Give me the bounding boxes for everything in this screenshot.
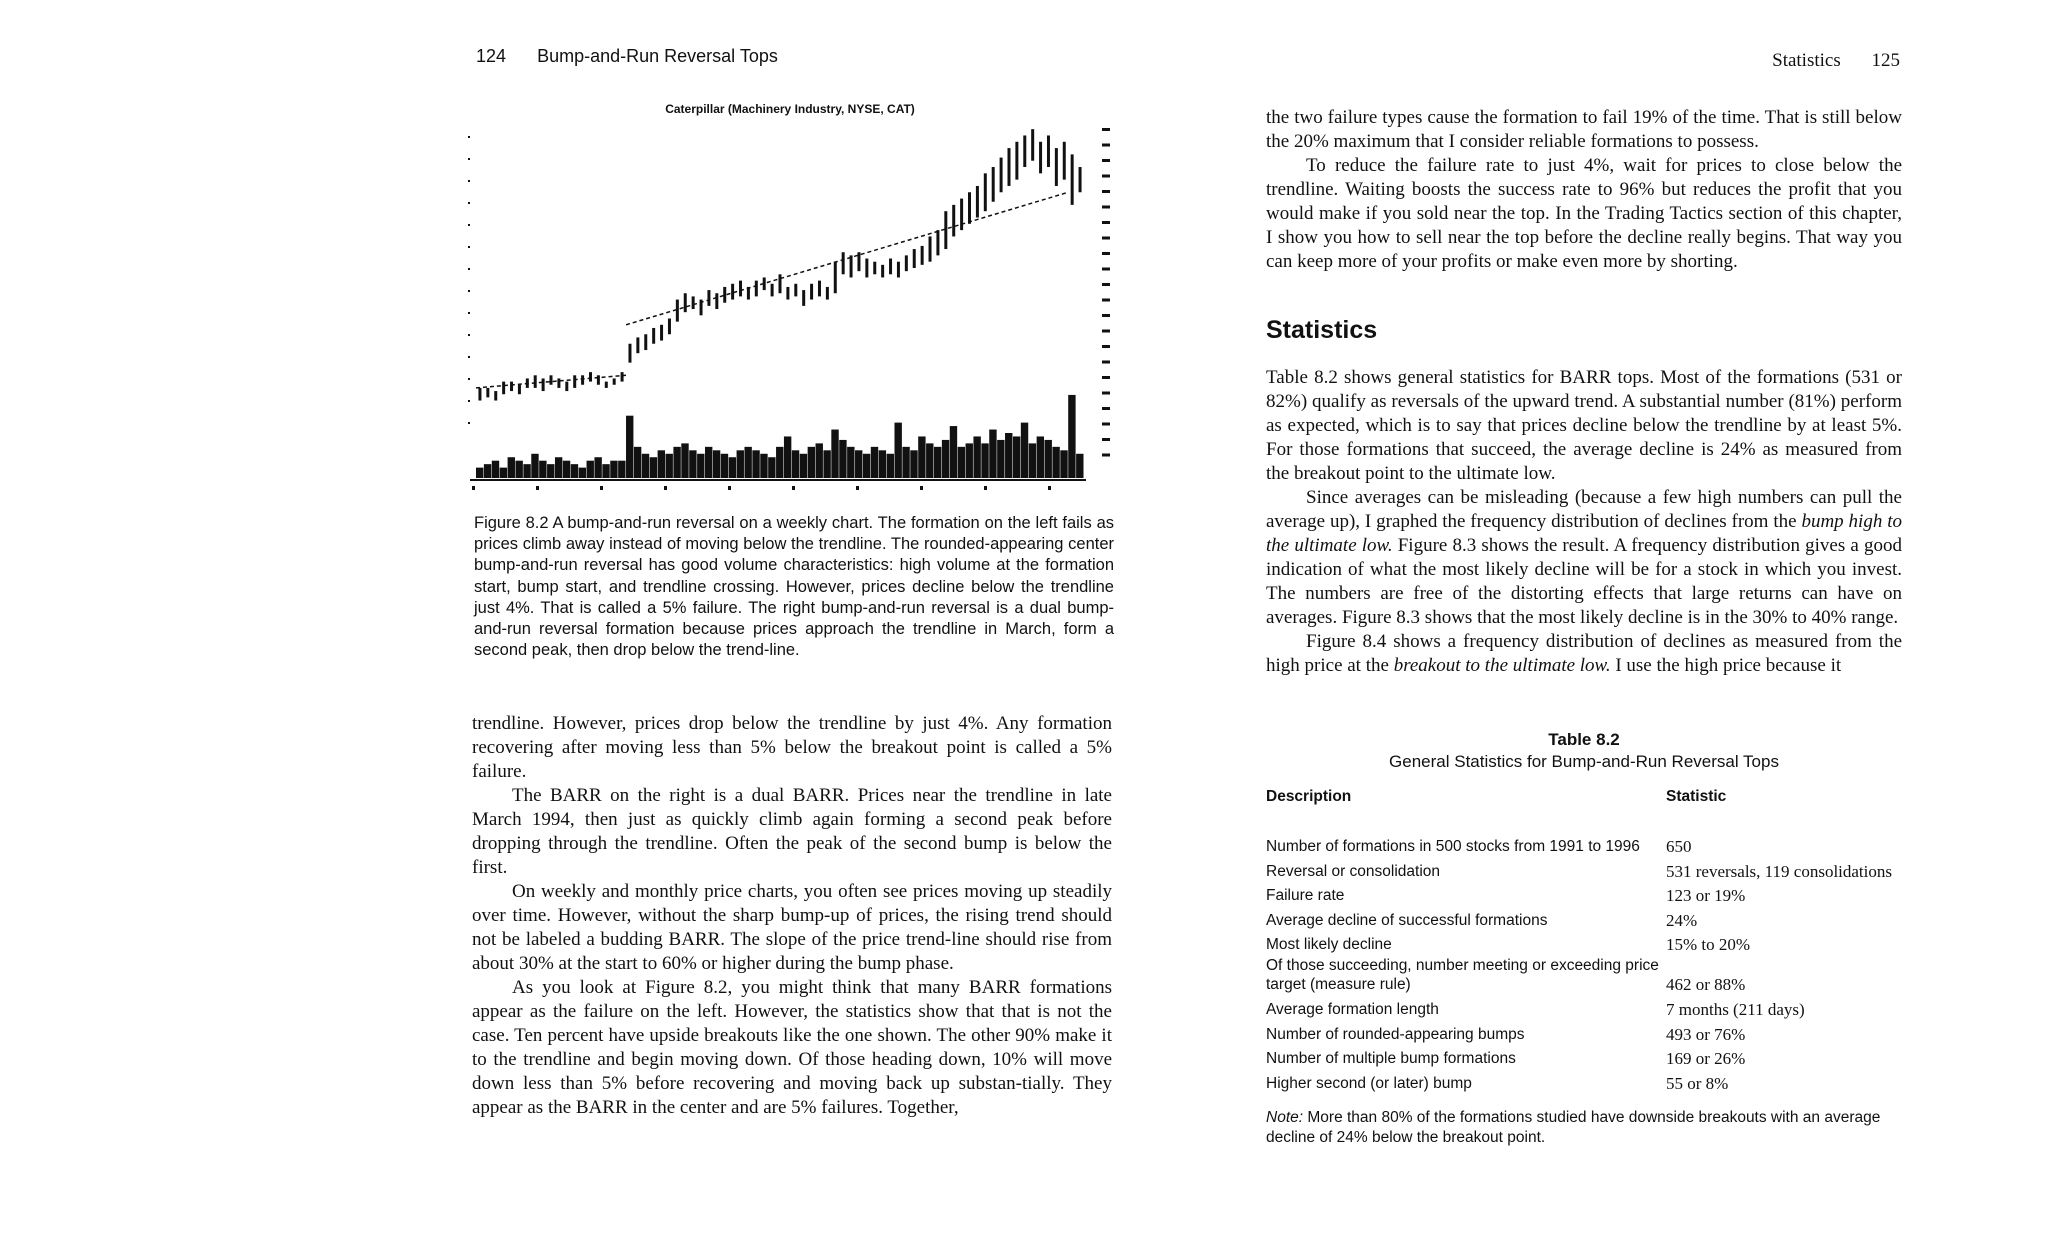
volume-bar	[752, 450, 759, 478]
volume-bar	[713, 450, 720, 478]
volume-bar	[500, 468, 507, 478]
volume-bar	[887, 454, 894, 478]
axis-tick	[600, 486, 603, 490]
axis-tick	[1102, 330, 1110, 333]
volume-bar	[555, 457, 562, 478]
table-row	[1266, 905, 1906, 930]
figure-caption: Figure 8.2 A bump-and-run reversal on a weekly chart. The formation on the left fails as prices climb away instead of moving below the trendline. The rounded-appearing center bump-and-run reversal has good volume characteristics: high volume at the formation start, bump start, and trendline crossing. However, prices decline below the trendline just 4%. That is called a 5% failure. The right bump-and-run reversal is a dual bump-and-run reversal formation because prices approach the trendline in March, form a second peak, then drop below the trend-line.	[474, 514, 1114, 660]
section-heading: Statistics	[1266, 316, 1378, 344]
volume-bar	[808, 447, 815, 478]
axis-tick	[536, 486, 539, 490]
volume-bar	[594, 457, 601, 478]
axis-tick	[856, 486, 859, 490]
table-header-row	[1266, 788, 1906, 816]
price-chart	[466, 120, 1126, 492]
volume-bar	[587, 461, 594, 478]
volume-bar	[681, 443, 688, 478]
volume-bar	[942, 440, 949, 478]
volume-bar	[997, 440, 1004, 478]
volume-bar	[508, 457, 515, 478]
right-page-number: 125	[1871, 50, 1900, 71]
axis-tick	[1102, 407, 1110, 410]
table-description-cell: Most likely decline	[1266, 936, 1392, 954]
volume-bar	[666, 454, 673, 478]
table-statistic-cell: 650	[1666, 837, 1692, 856]
table-subtitle: General Statistics for Bump-and-Run Reversal Tops	[1389, 752, 1779, 771]
table-row	[1266, 816, 1906, 856]
left-running-head	[476, 46, 1116, 67]
volume-bar	[926, 443, 933, 478]
left-page-number: 124	[476, 46, 507, 66]
volume-bars-layer	[476, 395, 1084, 478]
volume-bar	[523, 464, 530, 478]
volume-bar	[831, 430, 838, 478]
axis-tick	[984, 486, 987, 490]
table-description-cell: Of those succeeding, number meeting or exceeding price target (measure rule)	[1266, 957, 1659, 994]
volume-bar	[1076, 454, 1083, 478]
axis-tick	[468, 268, 470, 270]
volume-bar	[563, 461, 570, 478]
axis-tick	[1102, 423, 1110, 426]
volume-bar	[855, 450, 862, 478]
volume-bar	[571, 464, 578, 478]
table-statistic-cell: 493 or 76%	[1666, 1024, 1746, 1044]
volume-bar	[484, 464, 491, 478]
table-description-cell: Average decline of successful formations	[1266, 911, 1548, 929]
note-label: Note:	[1266, 1109, 1304, 1126]
volume-bar	[689, 450, 696, 478]
axis-tick	[792, 486, 795, 490]
volume-bar	[989, 430, 996, 478]
left-page-body	[472, 712, 1112, 1120]
table-description-cell: Number of multiple bump formations	[1266, 1050, 1516, 1068]
right-paragraph: the two failure types cause the formation to fail 19% of the time. That is still below the 20% maximum that I consider reliable formations to possess.	[1266, 107, 1902, 152]
paragraph-text: Since averages can be misleading (because a few high numbers can pull the average up), I graphed the frequency distribution of declines from the	[1266, 487, 1902, 532]
volume-bar	[934, 447, 941, 478]
volume-bar	[1005, 433, 1012, 478]
volume-bar	[800, 454, 807, 478]
left-running-title: Bump-and-Run Reversal Tops	[537, 46, 778, 66]
axis-tick	[664, 486, 667, 490]
axis-tick	[1048, 486, 1051, 490]
right-page-body-bottom	[1266, 366, 1902, 678]
axis-tick	[468, 422, 470, 424]
note-text: More than 80% of the formations studied have downside breakouts with an average decline of 24% below the breakout point.	[1266, 1109, 1881, 1146]
axis-tick	[468, 400, 470, 402]
table-title: Table 8.2	[1548, 730, 1620, 749]
axis-tick	[1102, 206, 1110, 209]
paragraph-text: I use the high price because it	[1610, 655, 1842, 676]
volume-bar	[871, 447, 878, 478]
axis-tick	[468, 312, 470, 314]
volume-bar	[737, 450, 744, 478]
table-statistic-cell: 531 reversals, 119 consolidations	[1666, 861, 1892, 881]
axis-tick	[1102, 221, 1110, 224]
axis-tick	[468, 224, 470, 226]
table-description-cell: Higher second (or later) bump	[1266, 1074, 1472, 1092]
price-bars-layer	[480, 129, 1080, 400]
volume-bar	[1052, 447, 1059, 478]
chart-title: Caterpillar (Machinery Industry, NYSE, CAT)	[665, 102, 915, 116]
axis-tick	[468, 180, 470, 182]
volume-bar	[958, 447, 965, 478]
volume-bar	[902, 447, 909, 478]
volume-bar	[839, 440, 846, 478]
right-page-body-top	[1266, 106, 1902, 274]
volume-bar	[863, 454, 870, 478]
volume-bar	[1029, 443, 1036, 478]
volume-bar	[650, 457, 657, 478]
table-row	[1266, 881, 1906, 906]
left-paragraph: The BARR on the right is a dual BARR. Prices near the trendline in late March 1994, then just as quickly climb again forming a second peak before dropping through the trendline. Often the peak of the second bump is below the first.	[472, 785, 1112, 878]
table-row	[1266, 1068, 1906, 1093]
axis-tick	[1102, 252, 1110, 255]
emphasis-text: bump high to the ultimate low.	[1266, 511, 1902, 556]
volume-bar	[894, 423, 901, 478]
volume-bar	[950, 426, 957, 478]
table-statistic-cell: 55 or 8%	[1666, 1073, 1729, 1093]
axis-tick	[468, 290, 470, 292]
volume-bar	[476, 468, 483, 478]
axis-tick	[1102, 128, 1110, 131]
left-paragraph: trendline. However, prices drop below the trendline by just 4%. Any formation recovering after moving less than 5% below the breakout point is called a 5% failure.	[472, 713, 1112, 782]
volume-bar	[602, 464, 609, 478]
statistics-table	[1266, 788, 1906, 1093]
volume-bar	[1037, 436, 1044, 478]
table-header-cell: Description	[1266, 788, 1352, 805]
volume-bar	[744, 447, 751, 478]
table-statistic-cell: 123 or 19%	[1666, 886, 1746, 906]
table-description-cell: Average formation length	[1266, 1000, 1439, 1018]
axis-tick	[1102, 237, 1110, 240]
volume-bar	[673, 447, 680, 478]
axis-tick	[1102, 361, 1110, 364]
volume-bar	[697, 454, 704, 478]
axis-tick	[468, 136, 470, 138]
volume-bar	[823, 450, 830, 478]
table-statistic-cell: 15% to 20%	[1666, 935, 1751, 955]
table-body	[1266, 816, 1906, 1093]
axis-tick	[472, 486, 475, 490]
volume-bar	[973, 436, 980, 478]
axis-tick	[1102, 345, 1110, 348]
left-paragraph: On weekly and monthly price charts, you often see prices moving up steadily over time. However, without the sharp bump-up of prices, the rising trend should not be labeled a budding BARR. The slope of the price trend-line should rise from about 30% at the start to 60% or higher during the bump phase.	[472, 881, 1112, 974]
left-paragraph: As you look at Figure 8.2, you might think that many BARR formations appear as the failure on the left. However, the statistics show that that is not the case. Ten percent have upside breakouts like the one shown. The other 90% make it to the trendline and begin moving down. Of those heading down, 10% will move down less than 5% before recovering and moving back up substan-tially. They appear as the BARR in the center and are 5% failures. Together,	[472, 977, 1112, 1118]
volume-bar	[847, 447, 854, 478]
axis-tick	[468, 158, 470, 160]
table-row	[1266, 1044, 1906, 1069]
axis-tick	[728, 486, 731, 490]
table-header-cell: Statistic	[1666, 788, 1727, 805]
axis-tick	[468, 356, 470, 358]
right-paragraph	[1266, 486, 1902, 630]
axis-tick	[1102, 159, 1110, 162]
table-statistic-cell: 24%	[1666, 910, 1698, 930]
volume-bar	[1060, 450, 1067, 478]
right-running-title: Statistics	[1772, 50, 1841, 71]
right-axis-layer	[468, 128, 1110, 490]
volume-bar	[816, 443, 823, 478]
volume-bar	[515, 461, 522, 478]
volume-bar	[642, 454, 649, 478]
volume-bar	[721, 454, 728, 478]
volume-bar	[634, 447, 641, 478]
table-description-cell: Number of rounded-appearing bumps	[1266, 1025, 1525, 1043]
axis-tick	[1102, 299, 1110, 302]
volume-bar	[618, 461, 625, 478]
volume-bar	[1068, 395, 1075, 478]
volume-bar	[792, 450, 799, 478]
volume-bar	[492, 461, 499, 478]
table-note	[1266, 1108, 1902, 1148]
axis-tick	[1102, 175, 1110, 178]
table-row	[1266, 856, 1906, 881]
axis-tick	[468, 246, 470, 248]
table-statistic-cell: 169 or 26%	[1666, 1049, 1746, 1069]
volume-bar	[776, 447, 783, 478]
right-paragraph: To reduce the failure rate to just 4%, wait for prices to close below the trendline. Waiting boosts the success rate to 96% but reduces the profit that you would make if you sold near the top. In the Trading Tactics section of this chapter, I show you how to sell near the top before the decline really begins. That way you can keep more of your profits or make even more by shorting.	[1266, 155, 1902, 272]
right-running-head	[1760, 50, 1900, 72]
volume-bar	[1045, 440, 1052, 478]
volume-bar	[539, 461, 546, 478]
table-row	[1266, 930, 1906, 955]
table-statistic-cell: 7 months (211 days)	[1666, 999, 1805, 1019]
axis-tick	[1102, 268, 1110, 271]
axis-tick	[468, 378, 470, 380]
volume-bar	[547, 464, 554, 478]
axis-tick	[1102, 392, 1110, 395]
table-description-cell: Failure rate	[1266, 887, 1345, 905]
axis-tick	[1102, 376, 1110, 379]
axis-tick	[1102, 454, 1110, 457]
volume-bar	[910, 450, 917, 478]
volume-bar	[966, 443, 973, 478]
right-paragraph	[1266, 630, 1902, 678]
paragraph-text: Figure 8.3 shows the result. A frequency distribution gives a good indication of what the most likely decline will be for a stock in which you invest. The numbers are free of the distorting effects that large returns can have on averages. Figure 8.3 shows that the most likely decline is in the 30% to 40% range.	[1266, 535, 1902, 628]
volume-bar	[729, 457, 736, 478]
volume-bar	[879, 450, 886, 478]
table-row	[1266, 994, 1906, 1019]
table-statistic-cell: 462 or 88%	[1666, 975, 1746, 995]
table-description-cell: Number of formations in 500 stocks from 1991 to 1996	[1266, 838, 1640, 855]
volume-bar	[579, 468, 586, 478]
axis-tick	[920, 486, 923, 490]
volume-bar	[626, 416, 633, 478]
axis-tick	[1102, 190, 1110, 193]
volume-bar	[918, 436, 925, 478]
volume-bar	[760, 454, 767, 478]
volume-bar	[705, 447, 712, 478]
volume-bar	[658, 450, 665, 478]
table-description-cell: Reversal or consolidation	[1266, 862, 1441, 880]
axis-tick	[468, 202, 470, 204]
volume-bar	[1013, 436, 1020, 478]
axis-tick	[1102, 283, 1110, 286]
axis-tick	[1102, 438, 1110, 441]
volume-bar	[531, 454, 538, 478]
volume-bar	[981, 443, 988, 478]
volume-bar	[610, 461, 617, 478]
axis-tick	[468, 334, 470, 336]
right-paragraph: Table 8.2 shows general statistics for BARR tops. Most of the formations (531 or 82%) qualify as reversals of the upward trend. A substantial number (81%) perform as expected, which is to say that prices decline below the trendline by at least 5%. For those formations that succeed, the average decline is 24% as measured from the breakout point to the ultimate low.	[1266, 367, 1902, 484]
axis-tick	[1102, 144, 1110, 147]
table-row	[1266, 1019, 1906, 1044]
table-row	[1266, 954, 1906, 994]
paragraph-text: Figure 8.4 shows a frequency distribution of declines as measured from the high price at the	[1266, 631, 1902, 676]
axis-tick	[1102, 314, 1110, 317]
volume-bar	[784, 436, 791, 478]
emphasis-text: breakout to the ultimate low.	[1393, 655, 1611, 676]
volume-bar	[768, 457, 775, 478]
volume-bar	[1021, 423, 1028, 478]
